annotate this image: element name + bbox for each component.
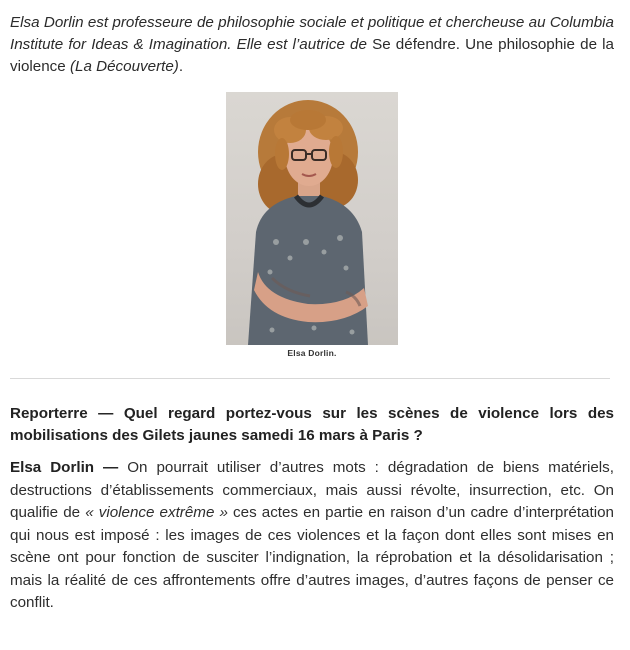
section-divider	[10, 378, 610, 379]
author-bio	[10, 12, 614, 78]
bio-text: Elsa Dorlin est professeure de philosophie sociale et politique et chercheuse au Columbia Institute for Ideas & Imagination. Elle est l’autrice de	[10, 14, 614, 53]
interview-answer	[10, 457, 614, 615]
author-figure	[10, 92, 614, 358]
bio-end: .	[178, 58, 184, 75]
answer-quote: « violence extrême »	[85, 504, 228, 521]
bio-publisher: (La Découverte)	[69, 58, 179, 75]
answer-speaker: Elsa Dorlin —	[10, 459, 128, 476]
photo-caption: Elsa Dorlin.	[287, 348, 337, 358]
question-text: Quel regard portez-vous sur les scènes de violence lors des mobilisations des Gilets jaunes samedi 16 mars à Paris ?	[10, 405, 615, 444]
interview-question	[10, 403, 614, 447]
question-prefix: Reporterre —	[10, 405, 124, 422]
answer-text-continued: ces actes en partie en raison d’un cadre d’interprétation qui nous est imposé : les images de ces violences et la façon dont elles sont mises en scène ont pour fonction de susciter l’indignation, la réprobation et la désolidarisation ; mais la réalité de ces affrontements offre d’autres images, d’autres façons de penser ce conflit.	[10, 504, 614, 611]
article-body	[10, 0, 614, 615]
author-photo	[226, 92, 398, 345]
answer-text: On pourrait utiliser d’autres mots : dégradation de biens matériels, destructions d’établissements commerciaux, mais aussi révolte, insurrection, etc. On qualifie de	[10, 459, 614, 521]
portrait-illustration	[226, 92, 398, 345]
bio-book-title: Se défendre. Une philosophie de la violence	[10, 36, 614, 75]
